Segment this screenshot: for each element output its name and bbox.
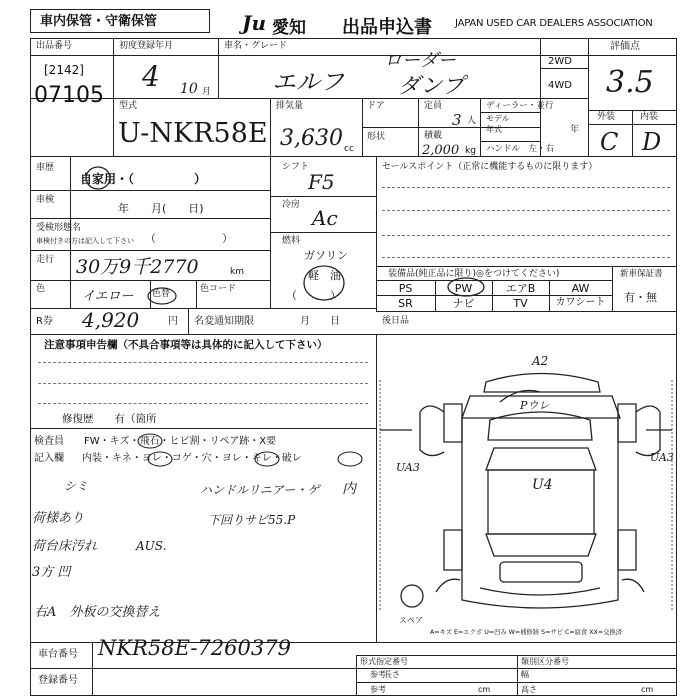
notes-label: 注意事項申告欄（不具合事項等は具体的に記入して下さい） (44, 339, 328, 351)
notice-date-value: 月 日 (300, 316, 340, 327)
mileage-unit: km (230, 267, 244, 277)
rating-int-label: 内装 (640, 112, 659, 122)
chassis-label: 車台番号 (38, 649, 78, 660)
org-name: 愛知 (272, 18, 306, 38)
shape-label: 形状 (367, 132, 386, 142)
handle-label: ハンドル 左・右 (486, 144, 555, 154)
remark-8: 3方 凹 (32, 565, 71, 580)
equip-tv: TV (513, 297, 528, 310)
fuel-gasoline: ガソリン (304, 249, 348, 262)
repair-history: 修復歴 有（箇所 (62, 413, 157, 425)
warranty-label: 新車保証書 (620, 269, 663, 279)
registration-month-unit: 月 (202, 87, 212, 97)
inspection-label: 車検 (36, 195, 55, 205)
displacement-value: 3,630 (280, 126, 343, 151)
equip-airbag: エアB (505, 282, 536, 295)
length-label: 長さ (384, 670, 400, 679)
shift-value: F5 (308, 170, 335, 194)
drive-2wd: 2WD (548, 56, 572, 67)
remark-4: 荷様あり (32, 511, 85, 526)
lot-label: 出品番号 (36, 41, 73, 51)
equip-aw: AW (571, 282, 590, 295)
model-year-label-1: モデル (486, 114, 510, 123)
equip-leather: カワシート (555, 297, 606, 308)
inspector-row-2: 内装・キネ・ヨレ・コゲ・穴・ヨレ・キレ・破レ (82, 453, 302, 464)
inspector-row-1: FW・キズ・飛石・ヒビ割・リペア跡・X要 (84, 436, 277, 447)
equipment-label: 装備品(純正品に限り)◎をつけてください) (388, 269, 560, 279)
remark-1: シミ (64, 479, 89, 493)
remark-2: ハンドルリニアー・ゲ (200, 483, 320, 497)
color-value: イエロー (82, 289, 134, 304)
recycle-unit: 円 (168, 316, 178, 327)
diagram-spare: スペア (399, 616, 423, 625)
warranty-value: 有・無 (624, 291, 657, 304)
diagram-right: UA3 (650, 451, 674, 464)
dealer-label: ディーラー・並行 (486, 101, 554, 111)
displacement-unit: cc (344, 144, 354, 154)
load-value: 2,000 (422, 143, 460, 158)
door-label: ドア (367, 101, 385, 111)
height-label: 高さ (521, 685, 537, 694)
width-label: 幅 (521, 670, 529, 679)
load-label: 積載 (424, 131, 443, 141)
equip-ps: PS (398, 282, 413, 295)
remark-3: 内 (342, 481, 356, 497)
diagram-left: UA3 (396, 461, 420, 474)
reg-number-label: 登録番号 (38, 675, 78, 686)
inspector-label-2: 記入欄 (34, 453, 64, 464)
history-label: 車歴 (36, 163, 55, 173)
shift-label: シフト (282, 162, 310, 172)
assoc-name: JAPAN USED CAR DEALERS ASSOCIATION (455, 18, 653, 29)
rating-score: 3.5 (606, 65, 654, 100)
model-year-label-2: 年式 (486, 125, 502, 134)
chassis-value: NKR58E-7260379 (98, 636, 291, 660)
fuel-blank: （ ） (286, 289, 341, 302)
ref-label-1: 参考 (370, 670, 386, 679)
insurance-value: （ ） (145, 232, 233, 245)
drive-4wd: 4WD (548, 80, 572, 91)
load-unit: kg (465, 146, 476, 156)
lot-number: 07105 (34, 83, 104, 108)
inspection-value: 年 月( 日) (118, 202, 204, 215)
grade-line-2: ダンプ (398, 74, 465, 99)
recycle-value: 4,920 (82, 308, 140, 332)
grade-line-1: ローダー (384, 50, 456, 71)
rating-int: D (642, 128, 662, 156)
history-value: 自家用・（ ） (80, 172, 207, 186)
ref-label-2: 参考 (370, 685, 386, 694)
inspector-label-1: 検査員 (34, 436, 64, 447)
repaint-label: 色替 (152, 289, 171, 299)
model-year-unit: 年 (570, 125, 580, 135)
diagram-center: U4 (532, 477, 553, 493)
unit-cm-2: cm (641, 685, 654, 694)
equip-sr: SR (398, 297, 413, 310)
capacity-value: 3 (452, 111, 462, 129)
mileage-label: 走行 (36, 255, 55, 265)
registration-label: 初度登録年月 (119, 41, 174, 51)
model-label: 型式 (119, 101, 138, 111)
diagram-legend: A=キズ E=エクボ U=凹み W=補修跡 S=サビ C=腐食 XX=交換済 (430, 629, 623, 636)
aircon-value: Ac (312, 206, 338, 230)
class-number-label: 類別区分番号 (521, 657, 569, 666)
registration-month: 10 (180, 81, 198, 97)
diagram-front-mark: A2 (532, 354, 549, 368)
mileage-value: 30万9千2770 (76, 256, 199, 278)
unit-cm-1: cm (478, 685, 491, 694)
notice-date-label: 名変通知期限 (194, 316, 254, 327)
capacity-unit: 人 (467, 116, 477, 126)
lot-sub: [2142] (44, 63, 84, 77)
capacity-label: 定員 (424, 101, 443, 111)
remark-9: 右A 外板の交換替え (34, 605, 161, 620)
registration-year: 4 (142, 60, 160, 93)
recycle-label: R券 (36, 316, 53, 327)
aircon-label: 冷房 (282, 200, 301, 210)
model-value: U-NKR58E (118, 118, 268, 149)
remark-7: AUS. (136, 539, 167, 553)
insurance-label: 受検形態名 (36, 223, 82, 233)
registered-items-label: 後日品 (382, 316, 410, 326)
storage-label: 車内保管・守衛保管 (40, 14, 158, 29)
color-code-label: 色コード (200, 284, 237, 294)
cert-number-label: 形式指定番号 (360, 657, 408, 666)
displacement-label: 排気量 (276, 101, 304, 111)
equip-navi: ナビ (452, 297, 475, 310)
insurance-sub: 車検付きの方は記入して下さい (36, 237, 134, 245)
fuel-diesel: 軽 油 (308, 269, 341, 282)
equip-pw: PW (454, 282, 473, 295)
diagram-hood: Pウレ (520, 399, 550, 412)
doc-title: 出品申込書 (342, 17, 432, 38)
vehicle-name: エルフ (272, 68, 344, 96)
rating-ext: C (600, 128, 619, 156)
rating-ext-label: 外装 (597, 112, 616, 122)
rating-label: 評価点 (610, 41, 640, 52)
name-label: 車名・グレード (224, 41, 288, 51)
remark-5: 下回りサビ55.P (208, 513, 296, 527)
remark-6: 荷台床汚れ (32, 539, 98, 554)
ju-logo: Ju (242, 11, 267, 35)
fuel-label: 燃料 (282, 236, 301, 246)
sales-point-label: セールスポイント（正常に機能するものに限ります） (382, 162, 598, 172)
color-label: 色 (36, 284, 46, 294)
